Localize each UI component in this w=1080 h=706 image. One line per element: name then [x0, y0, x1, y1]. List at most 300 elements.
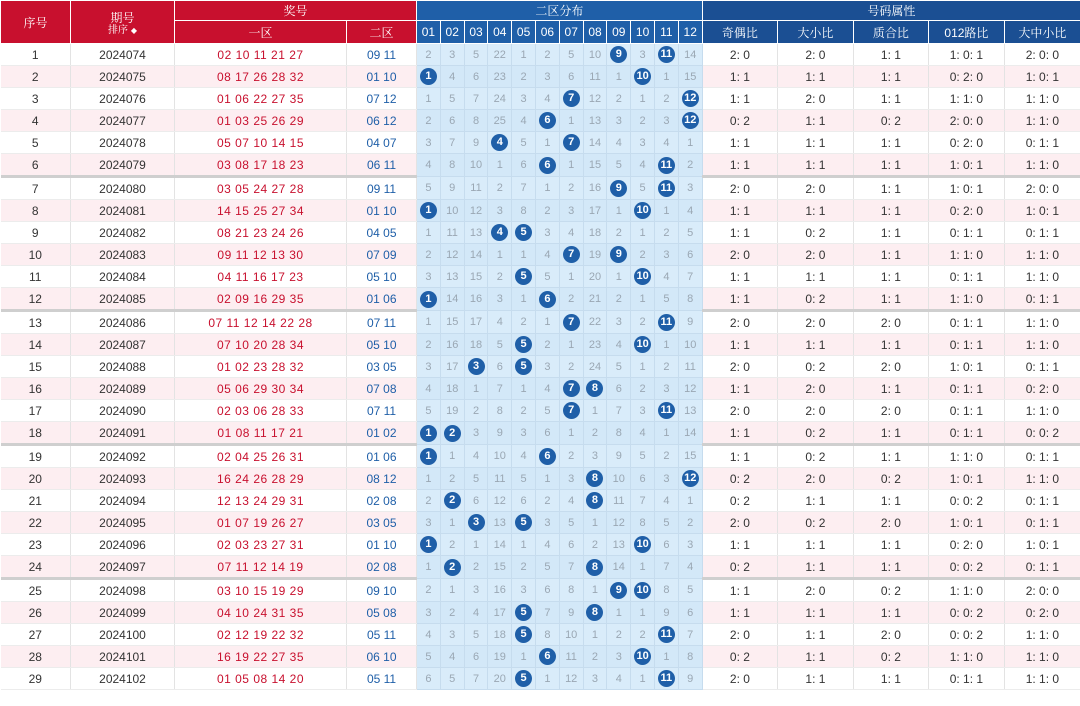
hit-ball: 11: [658, 626, 675, 643]
hit-ball: 8: [586, 380, 603, 397]
dist-cell: 12: [583, 88, 607, 110]
dist-cell: 12: [440, 244, 464, 266]
zone2-numbers: 04 05: [347, 222, 417, 244]
dist-cell: 9: [654, 602, 678, 624]
dist-cell: 1: [583, 512, 607, 534]
dist-cell: 2: [417, 244, 441, 266]
hit-ball: 4: [491, 134, 508, 151]
dist-cell: 3: [417, 512, 441, 534]
dist-cell: 16: [440, 334, 464, 356]
zone1-numbers: 03 08 17 18 23: [175, 154, 347, 177]
dist-cell: [607, 244, 631, 266]
dist-cell: 23: [488, 66, 512, 88]
table-row: [1, 356, 1080, 378]
table-row: [1, 88, 1080, 110]
dist-cell: 9: [678, 311, 702, 334]
dist-cell: 1: [440, 579, 464, 602]
hit-ball: 4: [491, 224, 508, 241]
dist-cell: 2: [607, 624, 631, 646]
dist-cell: 17: [464, 311, 488, 334]
dist-cell: 2: [512, 66, 536, 88]
dist-cell: [654, 177, 678, 200]
attr-cell: 1: 1: [778, 556, 854, 579]
dist-cell: 1: [488, 244, 512, 266]
hit-ball: 10: [634, 268, 651, 285]
attr-cell: 1: 1: [853, 422, 929, 445]
period-cell: 2024082: [71, 222, 175, 244]
dist-cell: [417, 200, 441, 222]
table-row: [1, 222, 1080, 244]
attr-cell: 1: 1: [702, 154, 778, 177]
dist-cell: 11: [440, 222, 464, 244]
table-row: [1, 445, 1080, 468]
dist-cell: 1: [464, 378, 488, 400]
dist-cell: 18: [464, 334, 488, 356]
dist-cell: 10: [607, 468, 631, 490]
dist-cell: 4: [536, 378, 560, 400]
dist-cell: 6: [464, 66, 488, 88]
dist-cell: 2: [607, 88, 631, 110]
hit-ball: 12: [682, 90, 699, 107]
attr-cell: 0: 1: 1: [1004, 445, 1080, 468]
attr-cell: 2: 0: [778, 44, 854, 66]
dist-cell: 10: [488, 445, 512, 468]
dist-cell: [512, 222, 536, 244]
dist-cell: 1: [536, 468, 560, 490]
hit-ball: 12: [682, 470, 699, 487]
attr-cell: 0: 1: 1: [1004, 490, 1080, 512]
table-row: [1, 646, 1080, 668]
dist-cell: [631, 334, 655, 356]
dist-cell: 13: [488, 512, 512, 534]
dist-cell: 13: [583, 110, 607, 132]
attr-cell: 2: 0: [853, 512, 929, 534]
hit-ball: 1: [420, 448, 437, 465]
zone2-numbers: 01 06: [347, 288, 417, 311]
attr-cell: 0: 0: 2: [929, 602, 1005, 624]
hit-ball: 6: [539, 448, 556, 465]
attr-cell: 0: 2: [702, 490, 778, 512]
dist-cell: 3: [512, 422, 536, 445]
zone2-numbers: 05 11: [347, 624, 417, 646]
dist-cell: 5: [417, 177, 441, 200]
dist-cell: 1: [464, 534, 488, 556]
attr-cell: 2: 0: 0: [929, 110, 1005, 132]
seq-cell: 14: [1, 334, 71, 356]
dist-cell: [654, 668, 678, 690]
dist-cell: 2: [583, 422, 607, 445]
attr-cell: 1: 1: 0: [1004, 244, 1080, 266]
dist-cell: [536, 288, 560, 311]
attr-cell: 2: 0: [853, 400, 929, 422]
period-cell: 2024100: [71, 624, 175, 646]
dist-cell: 1: [654, 66, 678, 88]
attr-cell: 2: 0: [778, 244, 854, 266]
attr-cell: 0: 2: 0: [929, 200, 1005, 222]
attr-cell: 1: 0: 1: [929, 154, 1005, 177]
dist-cell: [536, 445, 560, 468]
dist-cell: 2: [464, 400, 488, 422]
period-cell: 2024096: [71, 534, 175, 556]
hit-ball: 5: [515, 268, 532, 285]
attr-cell: 2: 0: [702, 624, 778, 646]
attr-cell: 1: 1: 0: [1004, 624, 1080, 646]
zone2-numbers: 05 10: [347, 334, 417, 356]
dist-cell: 5: [536, 556, 560, 579]
attr-cell: 1: 1: [853, 266, 929, 288]
attr-cell: 0: 1: 1: [929, 311, 1005, 334]
attr-cell: 1: 1: [702, 422, 778, 445]
dist-cell: 16: [583, 177, 607, 200]
dist-cell: 7: [678, 266, 702, 288]
zone2-numbers: 02 08: [347, 490, 417, 512]
dist-cell: 8: [678, 646, 702, 668]
dist-cell: [417, 445, 441, 468]
attr-cell: 0: 2: [702, 646, 778, 668]
hit-ball: 10: [634, 68, 651, 85]
attr-cell: 1: 1: [853, 556, 929, 579]
hit-ball: 8: [586, 559, 603, 576]
dist-cell: 7: [654, 556, 678, 579]
dist-cell: 4: [654, 266, 678, 288]
dist-cell: 3: [417, 266, 441, 288]
dist-cell: 5: [631, 177, 655, 200]
zone2-numbers: 01 10: [347, 200, 417, 222]
dist-cell: 4: [417, 154, 441, 177]
dist-cell: 11: [559, 646, 583, 668]
dist-cell: [654, 44, 678, 66]
dist-cell: 11: [488, 468, 512, 490]
period-header[interactable]: [71, 1, 175, 44]
dist-cell: 7: [512, 177, 536, 200]
dist-cell: 1: [417, 222, 441, 244]
attr-cell: 2: 0: [853, 624, 929, 646]
period-cell: 2024079: [71, 154, 175, 177]
table-row: [1, 556, 1080, 579]
dist-cell: [512, 356, 536, 378]
attr-cell: 0: 1: 1: [1004, 512, 1080, 534]
dist-cell: 1: [559, 422, 583, 445]
attr-col-header: 质合比: [853, 21, 929, 44]
zone2-numbers: 09 11: [347, 44, 417, 66]
attr-cell: 2: 0: [702, 356, 778, 378]
dist-cell: 3: [440, 624, 464, 646]
dist-cell: [631, 200, 655, 222]
zone1-numbers: 02 12 19 22 32: [175, 624, 347, 646]
dist-cell: [559, 244, 583, 266]
dist-cell: 6: [654, 534, 678, 556]
dist-cell: 4: [417, 378, 441, 400]
dist-cell: 4: [607, 668, 631, 690]
dist-cell: 3: [536, 356, 560, 378]
attr-cell: 1: 1: 0: [1004, 110, 1080, 132]
seq-cell: 15: [1, 356, 71, 378]
attr-cell: 1: 1: [853, 288, 929, 311]
dist-cell: [417, 66, 441, 88]
dist-cell: 5: [654, 512, 678, 534]
table-row: [1, 668, 1080, 690]
dist-cell: [512, 512, 536, 534]
dist-cell: [464, 356, 488, 378]
hit-ball: 6: [539, 157, 556, 174]
dist-cell: 3: [536, 512, 560, 534]
dist-cell: [631, 66, 655, 88]
period-cell: 2024089: [71, 378, 175, 400]
dist-cell: [678, 110, 702, 132]
dist-cell: [512, 624, 536, 646]
attr-cell: 2: 0: [702, 512, 778, 534]
hit-ball: 5: [515, 336, 532, 353]
hit-ball: 12: [682, 112, 699, 129]
dist-cell: 1: [536, 132, 560, 154]
dist-cell: [488, 132, 512, 154]
attr-cell: 1: 1: 0: [1004, 468, 1080, 490]
hit-ball: 8: [586, 470, 603, 487]
dist-cell: 1: [512, 288, 536, 311]
dist-cell: 15: [583, 154, 607, 177]
dist-cell: 5: [512, 468, 536, 490]
period-cell: 2024094: [71, 490, 175, 512]
dist-cell: [512, 266, 536, 288]
zone1-numbers: 02 03 23 27 31: [175, 534, 347, 556]
zone2-numbers: 01 02: [347, 422, 417, 445]
dist-cell: 15: [464, 266, 488, 288]
dist-cell: 14: [678, 44, 702, 66]
zone1-numbers: 05 06 29 30 34: [175, 378, 347, 400]
attr-cell: 1: 1: [853, 602, 929, 624]
dist-cell: 2: [678, 512, 702, 534]
dist-cell: 3: [536, 66, 560, 88]
dist-cell: 1: [583, 400, 607, 422]
dist-cell: 2: [512, 311, 536, 334]
zone1-numbers: 02 03 06 28 33: [175, 400, 347, 422]
dist-col-header: 05: [512, 21, 536, 44]
dist-cell: 7: [678, 624, 702, 646]
period-cell: 2024075: [71, 66, 175, 88]
dist-cell: 1: [583, 579, 607, 602]
dist-cell: 4: [559, 490, 583, 512]
attr-cell: 1: 1: [702, 288, 778, 311]
period-cell: 2024080: [71, 177, 175, 200]
attr-col-header: 奇偶比: [702, 21, 778, 44]
dist-cell: 17: [440, 356, 464, 378]
attr-cell: 2: 0: [702, 400, 778, 422]
zone1-numbers: 03 05 24 27 28: [175, 177, 347, 200]
dist-col-header: 01: [417, 21, 441, 44]
dist-col-header: 04: [488, 21, 512, 44]
dist-cell: 1: [417, 311, 441, 334]
table-row: [1, 400, 1080, 422]
attr-cell: 1: 1: [702, 534, 778, 556]
hit-ball: 7: [563, 246, 580, 263]
attr-cell: 2: 0: [853, 311, 929, 334]
dist-cell: 2: [654, 222, 678, 244]
attr-cell: 0: 1: 1: [929, 400, 1005, 422]
sort-button[interactable]: [71, 26, 174, 36]
dist-cell: 1: [536, 668, 560, 690]
attr-cell: 0: 2: [702, 468, 778, 490]
dist-cell: 16: [464, 288, 488, 311]
zone2-numbers: 09 11: [347, 177, 417, 200]
hit-ball: 1: [420, 536, 437, 553]
dist-cell: 11: [464, 177, 488, 200]
dist-cell: 2: [559, 177, 583, 200]
zone2-numbers: 05 10: [347, 266, 417, 288]
attr-cell: 1: 1: [778, 154, 854, 177]
dist-cell: 2: [536, 200, 560, 222]
attr-cell: 2: 0: [778, 579, 854, 602]
period-cell: 2024091: [71, 422, 175, 445]
attribute-header: 号码属性: [702, 1, 1080, 21]
dist-cell: 1: [417, 468, 441, 490]
dist-cell: 6: [678, 244, 702, 266]
dist-cell: 1: [678, 132, 702, 154]
hit-ball: 8: [586, 604, 603, 621]
zone1-numbers: 01 06 22 27 35: [175, 88, 347, 110]
attr-cell: 0: 1: 1: [929, 422, 1005, 445]
seq-cell: 13: [1, 311, 71, 334]
dist-cell: 7: [464, 668, 488, 690]
hit-ball: 7: [563, 314, 580, 331]
dist-cell: [631, 534, 655, 556]
dist-cell: 2: [417, 110, 441, 132]
attr-cell: 1: 1: [702, 222, 778, 244]
attr-cell: 1: 1: [853, 154, 929, 177]
zone2-numbers: 03 05: [347, 356, 417, 378]
dist-cell: 1: [654, 200, 678, 222]
zone1-numbers: 04 11 16 17 23: [175, 266, 347, 288]
table-row: [1, 266, 1080, 288]
attr-cell: 2: 0: [778, 177, 854, 200]
dist-cell: 5: [678, 222, 702, 244]
seq-cell: 9: [1, 222, 71, 244]
dist-cell: 10: [678, 334, 702, 356]
dist-cell: 5: [607, 356, 631, 378]
dist-cell: 4: [607, 132, 631, 154]
dist-cell: 13: [678, 400, 702, 422]
dist-cell: 2: [631, 378, 655, 400]
dist-cell: 6: [464, 646, 488, 668]
dist-cell: 13: [440, 266, 464, 288]
zone2-numbers: 06 10: [347, 646, 417, 668]
dist-cell: 1: [559, 334, 583, 356]
dist-cell: 1: [583, 624, 607, 646]
table-row: [1, 534, 1080, 556]
attr-col-header: 大小比: [778, 21, 854, 44]
attr-cell: 0: 2: [778, 288, 854, 311]
dist-cell: 5: [512, 132, 536, 154]
dist-cell: 1: [536, 177, 560, 200]
dist-cell: 8: [440, 154, 464, 177]
attr-cell: 1: 1: 0: [1004, 88, 1080, 110]
dist-cell: 2: [654, 88, 678, 110]
period-cell: 2024087: [71, 334, 175, 356]
dist-cell: 3: [488, 200, 512, 222]
seq-cell: 26: [1, 602, 71, 624]
dist-cell: [583, 468, 607, 490]
dist-cell: 4: [440, 646, 464, 668]
attr-cell: 1: 0: 1: [1004, 66, 1080, 88]
attr-cell: 2: 0: [778, 311, 854, 334]
dist-cell: 1: [607, 602, 631, 624]
dist-cell: [583, 602, 607, 624]
table-row: [1, 154, 1080, 177]
attr-cell: 0: 2: [702, 110, 778, 132]
attr-cell: 1: 1: [778, 624, 854, 646]
hit-ball: 9: [610, 582, 627, 599]
dist-cell: 6: [488, 356, 512, 378]
attr-cell: 2: 0: [702, 244, 778, 266]
dist-cell: [678, 468, 702, 490]
dist-cell: 4: [607, 334, 631, 356]
seq-cell: 27: [1, 624, 71, 646]
dist-col-header: 02: [440, 21, 464, 44]
dist-cell: 5: [464, 624, 488, 646]
dist-cell: 9: [559, 602, 583, 624]
hit-ball: 1: [420, 202, 437, 219]
dist-cell: 2: [417, 490, 441, 512]
attr-cell: 0: 2: [702, 556, 778, 579]
sort-label: 排序: [108, 24, 129, 36]
attr-cell: 1: 1: 0: [929, 579, 1005, 602]
period-cell: 2024093: [71, 468, 175, 490]
attr-cell: 1: 1: [702, 602, 778, 624]
hit-ball: 1: [420, 425, 437, 442]
dist-cell: 1: [654, 422, 678, 445]
dist-cell: 3: [678, 177, 702, 200]
attr-cell: 0: 0: 2: [929, 490, 1005, 512]
seq-cell: 22: [1, 512, 71, 534]
hit-ball: 3: [468, 358, 485, 375]
attr-cell: 0: 2: [853, 468, 929, 490]
dist-cell: 14: [583, 132, 607, 154]
attr-cell: 0: 2: [853, 646, 929, 668]
seq-cell: 18: [1, 422, 71, 445]
dist-cell: 4: [678, 556, 702, 579]
dist-cell: 1: [512, 44, 536, 66]
dist-cell: [417, 422, 441, 445]
hit-ball: 10: [634, 536, 651, 553]
attr-cell: 0: 1: 1: [929, 222, 1005, 244]
dist-cell: 1: [631, 556, 655, 579]
dist-cell: 19: [583, 244, 607, 266]
dist-cell: 24: [488, 88, 512, 110]
attr-cell: 0: 1: 1: [1004, 288, 1080, 311]
dist-cell: 7: [488, 378, 512, 400]
dist-cell: [440, 556, 464, 579]
dist-cell: 11: [678, 356, 702, 378]
dist-cell: 6: [512, 490, 536, 512]
dist-cell: 2: [464, 556, 488, 579]
seq-cell: 11: [1, 266, 71, 288]
dist-col-header: 08: [583, 21, 607, 44]
dist-cell: 12: [607, 512, 631, 534]
dist-col-header: 11: [654, 21, 678, 44]
dist-cell: 10: [559, 624, 583, 646]
seq-cell: 23: [1, 534, 71, 556]
dist-cell: [417, 534, 441, 556]
attr-col-header: 大中小比: [1004, 21, 1080, 44]
attr-cell: 1: 1: [702, 445, 778, 468]
zone1-numbers: 07 10 20 28 34: [175, 334, 347, 356]
dist-cell: 6: [536, 579, 560, 602]
dist-cell: 2: [417, 579, 441, 602]
dist-cell: 5: [417, 400, 441, 422]
zone1-numbers: 02 10 11 21 27: [175, 44, 347, 66]
dist-cell: [512, 668, 536, 690]
table-row: [1, 334, 1080, 356]
seq-cell: 7: [1, 177, 71, 200]
